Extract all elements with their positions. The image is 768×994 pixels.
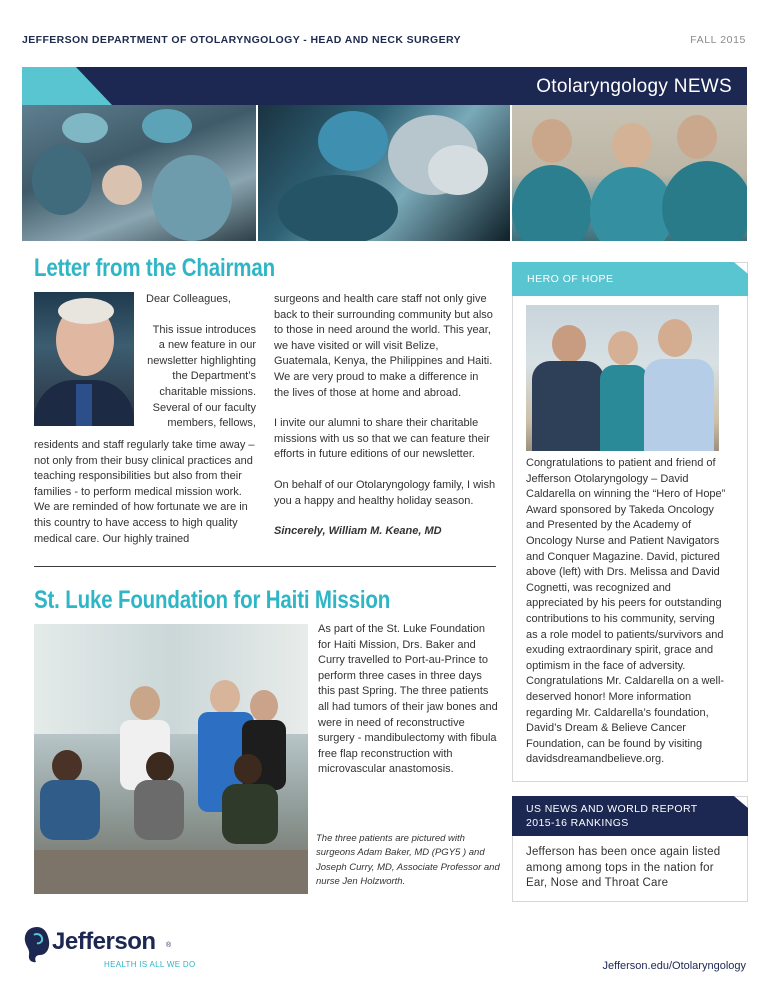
jefferson-wordmark: Jefferson [52, 928, 156, 955]
letter-paragraph: I invite our alumni to share their charitable missions with us so that we can feature their efforts in future editions of our newsletter. [274, 417, 490, 461]
letter-paragraph: On behalf of our Otolaryngology family, I wish you a happy and healthy holiday season. [274, 478, 496, 507]
hero-of-hope-photo [526, 305, 719, 451]
chairman-heading: Letter from the Chairman [34, 254, 275, 282]
letter-paragraph: This issue introduces a new feature in our newsletter highlighting the Department’s charitable missions. Several of our faculty members, fellows, [147, 323, 256, 430]
issue-label: FALL 2015 [690, 34, 746, 46]
greeting: Dear Colleagues, [146, 293, 231, 305]
letter-paragraph: residents and staff regularly take time away – not only from their busy clinical practices and teaching responsibilities but also from their families - to perform medical mission work. We are reminded of how fortunate we are in this country to have access to high quality medical care. Our highly trained [34, 439, 255, 545]
department-header: JEFFERSON DEPARTMENT OF OTOLARYNGOLOGY - HEAD AND NECK SURGERY [22, 34, 461, 46]
surgery-photo-left [22, 105, 256, 241]
chairman-letter-intro [146, 292, 256, 432]
hero-of-hope-title: HERO OF HOPE [527, 273, 614, 285]
rankings-title: US NEWS AND WORLD REPORT 2015-16 RANKINGS [526, 803, 698, 829]
registered-mark: ® [166, 942, 172, 949]
logo-tagline: HEALTH IS ALL WE DO [104, 960, 196, 969]
newsletter-title: Otolaryngology NEWS [536, 76, 732, 97]
haiti-mission-photo [34, 624, 308, 894]
signature: Sincerely, William M. Keane, MD [274, 525, 442, 538]
haiti-heading: St. Luke Foundation for Haiti Mission [34, 586, 391, 614]
section-divider [34, 566, 496, 567]
letter-paragraph: surgeons and health care staff not only give back to their surrounding community but also to those in need around the world. This year, we have visited or will visit Belize, Guatemala, Kenya, the Philippines and Haiti. We are very proud to make a difference in the lives of those at home and abroad. [274, 293, 493, 399]
footer-url: Jefferson.edu/Otolaryngology [602, 960, 746, 972]
haiti-story: As part of the St. Luke Foundation for Haiti Mission, Drs. Baker and Curry travelled to Port-au-Prince to perform three cases in three days this past Spring. The three patients all had tumors of their jaw bones and were in need of reconstructive surgery - mandibulectomy with fibula free flap reconstruction with microvascular anastomosis. [318, 623, 498, 776]
chairman-portrait [34, 292, 134, 426]
rankings-text: Jefferson has been once again listed among among tops in the nation for Ear, Nose and Throat Care [526, 846, 721, 890]
hero-of-hope-text: Congratulations to patient and friend of Jefferson Otolaryngology – David Caldarella on winning the “Hero of Hope” Award sponsored by Takeda Oncology and Presented by the Academy of Oncology Nurse and Patient Navigators and Conquer Magazine. David, pictured above (left) with Drs. Melissa and David Cognetti, was recognized and appreciated by his peers for outstanding contributions to his community, serving as a role model to patients/survivors and exuding extraordinary spirit, grace and optimism in the face of adversity. Congratulations Mr. Caldarella on a well-deserved honor! More information regarding Mr. Caldarella’s foundation, David’s Dream & Believe Cancer Foundation, can be found by visiting davidsdreamandbelieve.org. [526, 457, 726, 766]
surgeons-group-photo [512, 105, 747, 241]
haiti-photo-caption: The three patients are pictured with surgeons Adam Baker, MD (PGY5 ) and Joseph Curry, MD, Associate Professor and nurse Jen Holzworth. [316, 833, 500, 888]
chairman-letter-column-2 [274, 292, 496, 540]
jefferson-logo-icon [22, 925, 52, 965]
surgery-photo-microscope [258, 105, 510, 241]
